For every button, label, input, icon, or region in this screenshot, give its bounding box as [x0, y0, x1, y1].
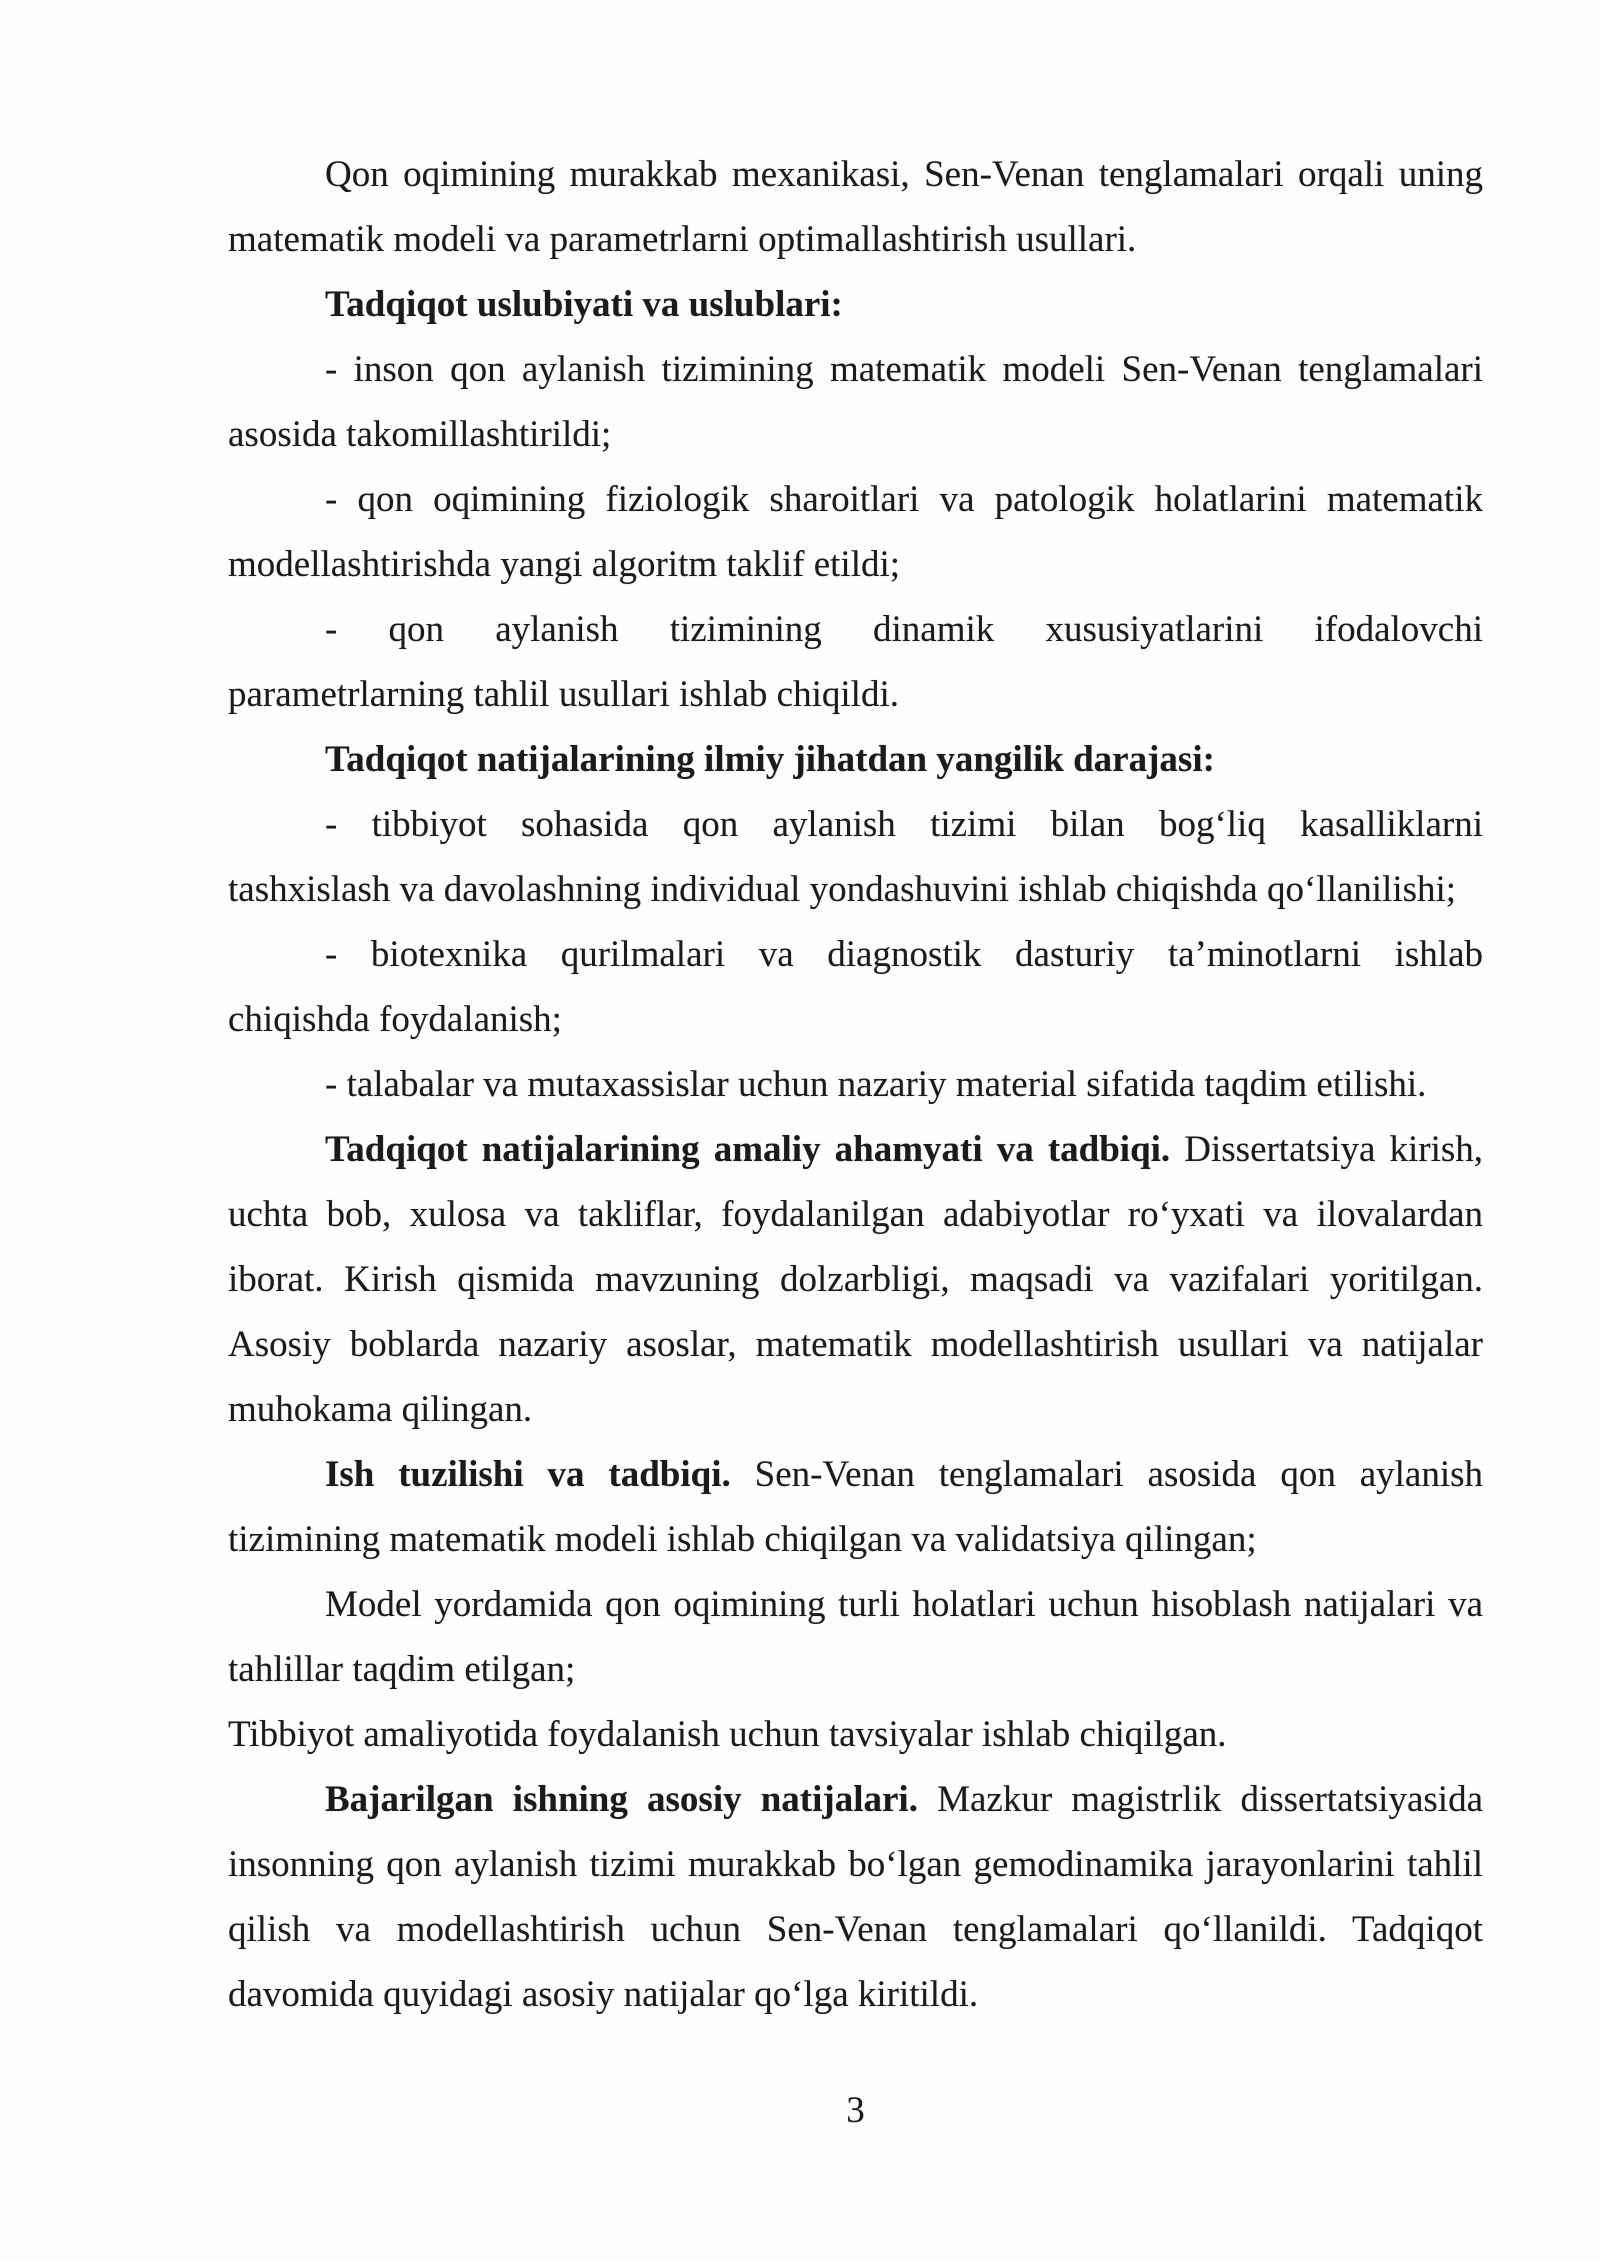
- text-line: [228, 142, 1483, 207]
- text-run: davomida quyidagi asosiy natijalar qo‘lga kiritildi.: [228, 1974, 979, 2015]
- text-run: asosida takomillashtirildi;: [228, 414, 612, 455]
- bold-text-run: Tadqiqot natijalarining amaliy ahamyati va tadbiqi.: [325, 1129, 1171, 1170]
- text-run: iborat. Kirish qismida mavzuning dolzarbligi, maqsadi va vazifalari yoritilgan.: [228, 1259, 1483, 1300]
- text-run: Asosiy boblarda nazariy asoslar, matematik modellashtirish usullari va natijalar: [228, 1324, 1483, 1365]
- text-line: [228, 1117, 1483, 1182]
- text-line: [228, 402, 1483, 467]
- text-line: [228, 727, 1483, 792]
- text-run: tizimining matematik modeli ishlab chiqilgan va validatsiya qilingan;: [228, 1519, 1257, 1560]
- page-number: 3: [846, 2090, 865, 2131]
- text-line: [228, 792, 1483, 857]
- text-run: - biotexnika qurilmalari va diagnostik dasturiy ta’minotlarni ishlab: [325, 934, 1483, 975]
- text-run: tashxislash va davolashning individual yondashuvini ishlab chiqishda qo‘llanilishi;: [228, 869, 1457, 910]
- text-line: [228, 1702, 1483, 1767]
- text-line: [228, 1507, 1483, 1572]
- text-run: muhokama qilingan.: [228, 1389, 533, 1430]
- text-line: [228, 532, 1483, 597]
- text-run: uchta bob, xulosa va takliflar, foydalanilgan adabiyotlar ro‘yxati va ilovalardan: [228, 1194, 1483, 1235]
- text-line: [228, 272, 1483, 337]
- bold-text-run: Tadqiqot uslubiyati va uslublari:: [325, 284, 843, 325]
- text-line: [228, 337, 1483, 402]
- text-line: [228, 922, 1483, 987]
- text-run: Qon oqimining murakkab mexanikasi, Sen-Venan tenglamalari orqali uning: [325, 154, 1483, 195]
- bold-text-run: Bajarilgan ishning asosiy natijalari.: [325, 1779, 918, 1820]
- text-line: [228, 857, 1483, 922]
- text-line: [228, 1637, 1483, 1702]
- text-run: matematik modeli va parametrlarni optimallashtirish usullari.: [228, 219, 1137, 260]
- text-run: chiqishda foydalanish;: [228, 999, 562, 1040]
- text-run: parametrlarning tahlil usullari ishlab chiqildi.: [228, 674, 899, 715]
- text-line: [228, 207, 1483, 272]
- text-line: [228, 662, 1483, 727]
- body-text: [228, 142, 1483, 2027]
- text-run: - qon aylanish tizimining dinamik xususiyatlarini ifodalovchi: [325, 609, 1483, 650]
- text-run: Sen-Venan tenglamalari asosida qon aylanish: [730, 1454, 1483, 1495]
- text-run: qilish va modellashtirish uchun Sen-Venan tenglamalari qo‘llanildi. Tadqiqot: [228, 1909, 1483, 1950]
- text-line: [228, 1832, 1483, 1897]
- text-run: - tibbiyot sohasida qon aylanish tizimi bilan bog‘liq kasalliklarni: [325, 804, 1483, 845]
- text-line: [228, 1377, 1483, 1442]
- text-run: - qon oqimining fiziologik sharoitlari va patologik holatlarini matematik: [325, 479, 1483, 520]
- text-run: Mazkur magistrlik dissertatsiyasida: [917, 1779, 1483, 1820]
- text-run: insonning qon aylanish tizimi murakkab bo‘lgan gemodinamika jarayonlarini tahlil: [228, 1844, 1483, 1885]
- bold-text-run: Tadqiqot natijalarining ilmiy jihatdan yangilik darajasi:: [325, 739, 1215, 780]
- bold-text-run: Ish tuzilishi va tadbiqi.: [325, 1454, 731, 1495]
- text-run: - inson qon aylanish tizimining matematik modeli Sen-Venan tenglamalari: [325, 349, 1483, 390]
- text-line: [228, 1572, 1483, 1637]
- text-line: [228, 987, 1483, 1052]
- text-line: [228, 1767, 1483, 1832]
- text-line: [228, 1052, 1483, 1117]
- text-run: tahlillar taqdim etilgan;: [228, 1649, 576, 1690]
- text-line: [228, 1312, 1483, 1377]
- text-line: [228, 467, 1483, 532]
- text-line: [228, 1247, 1483, 1312]
- text-run: Tibbiyot amaliyotida foydalanish uchun tavsiyalar ishlab chiqilgan.: [228, 1714, 1227, 1755]
- text-line: [228, 1897, 1483, 1962]
- text-line: [228, 1962, 1483, 2027]
- text-run: modellashtirishda yangi algoritm taklif etildi;: [228, 544, 901, 585]
- text-line: [228, 1182, 1483, 1247]
- text-run: - talabalar va mutaxassislar uchun nazariy material sifatida taqdim etilishi.: [325, 1064, 1427, 1105]
- text-line: [228, 1442, 1483, 1507]
- text-line: [228, 597, 1483, 662]
- text-run: Model yordamida qon oqimining turli holatlari uchun hisoblash natijalari va: [325, 1584, 1483, 1625]
- text-run: Dissertatsiya kirish,: [1170, 1129, 1483, 1170]
